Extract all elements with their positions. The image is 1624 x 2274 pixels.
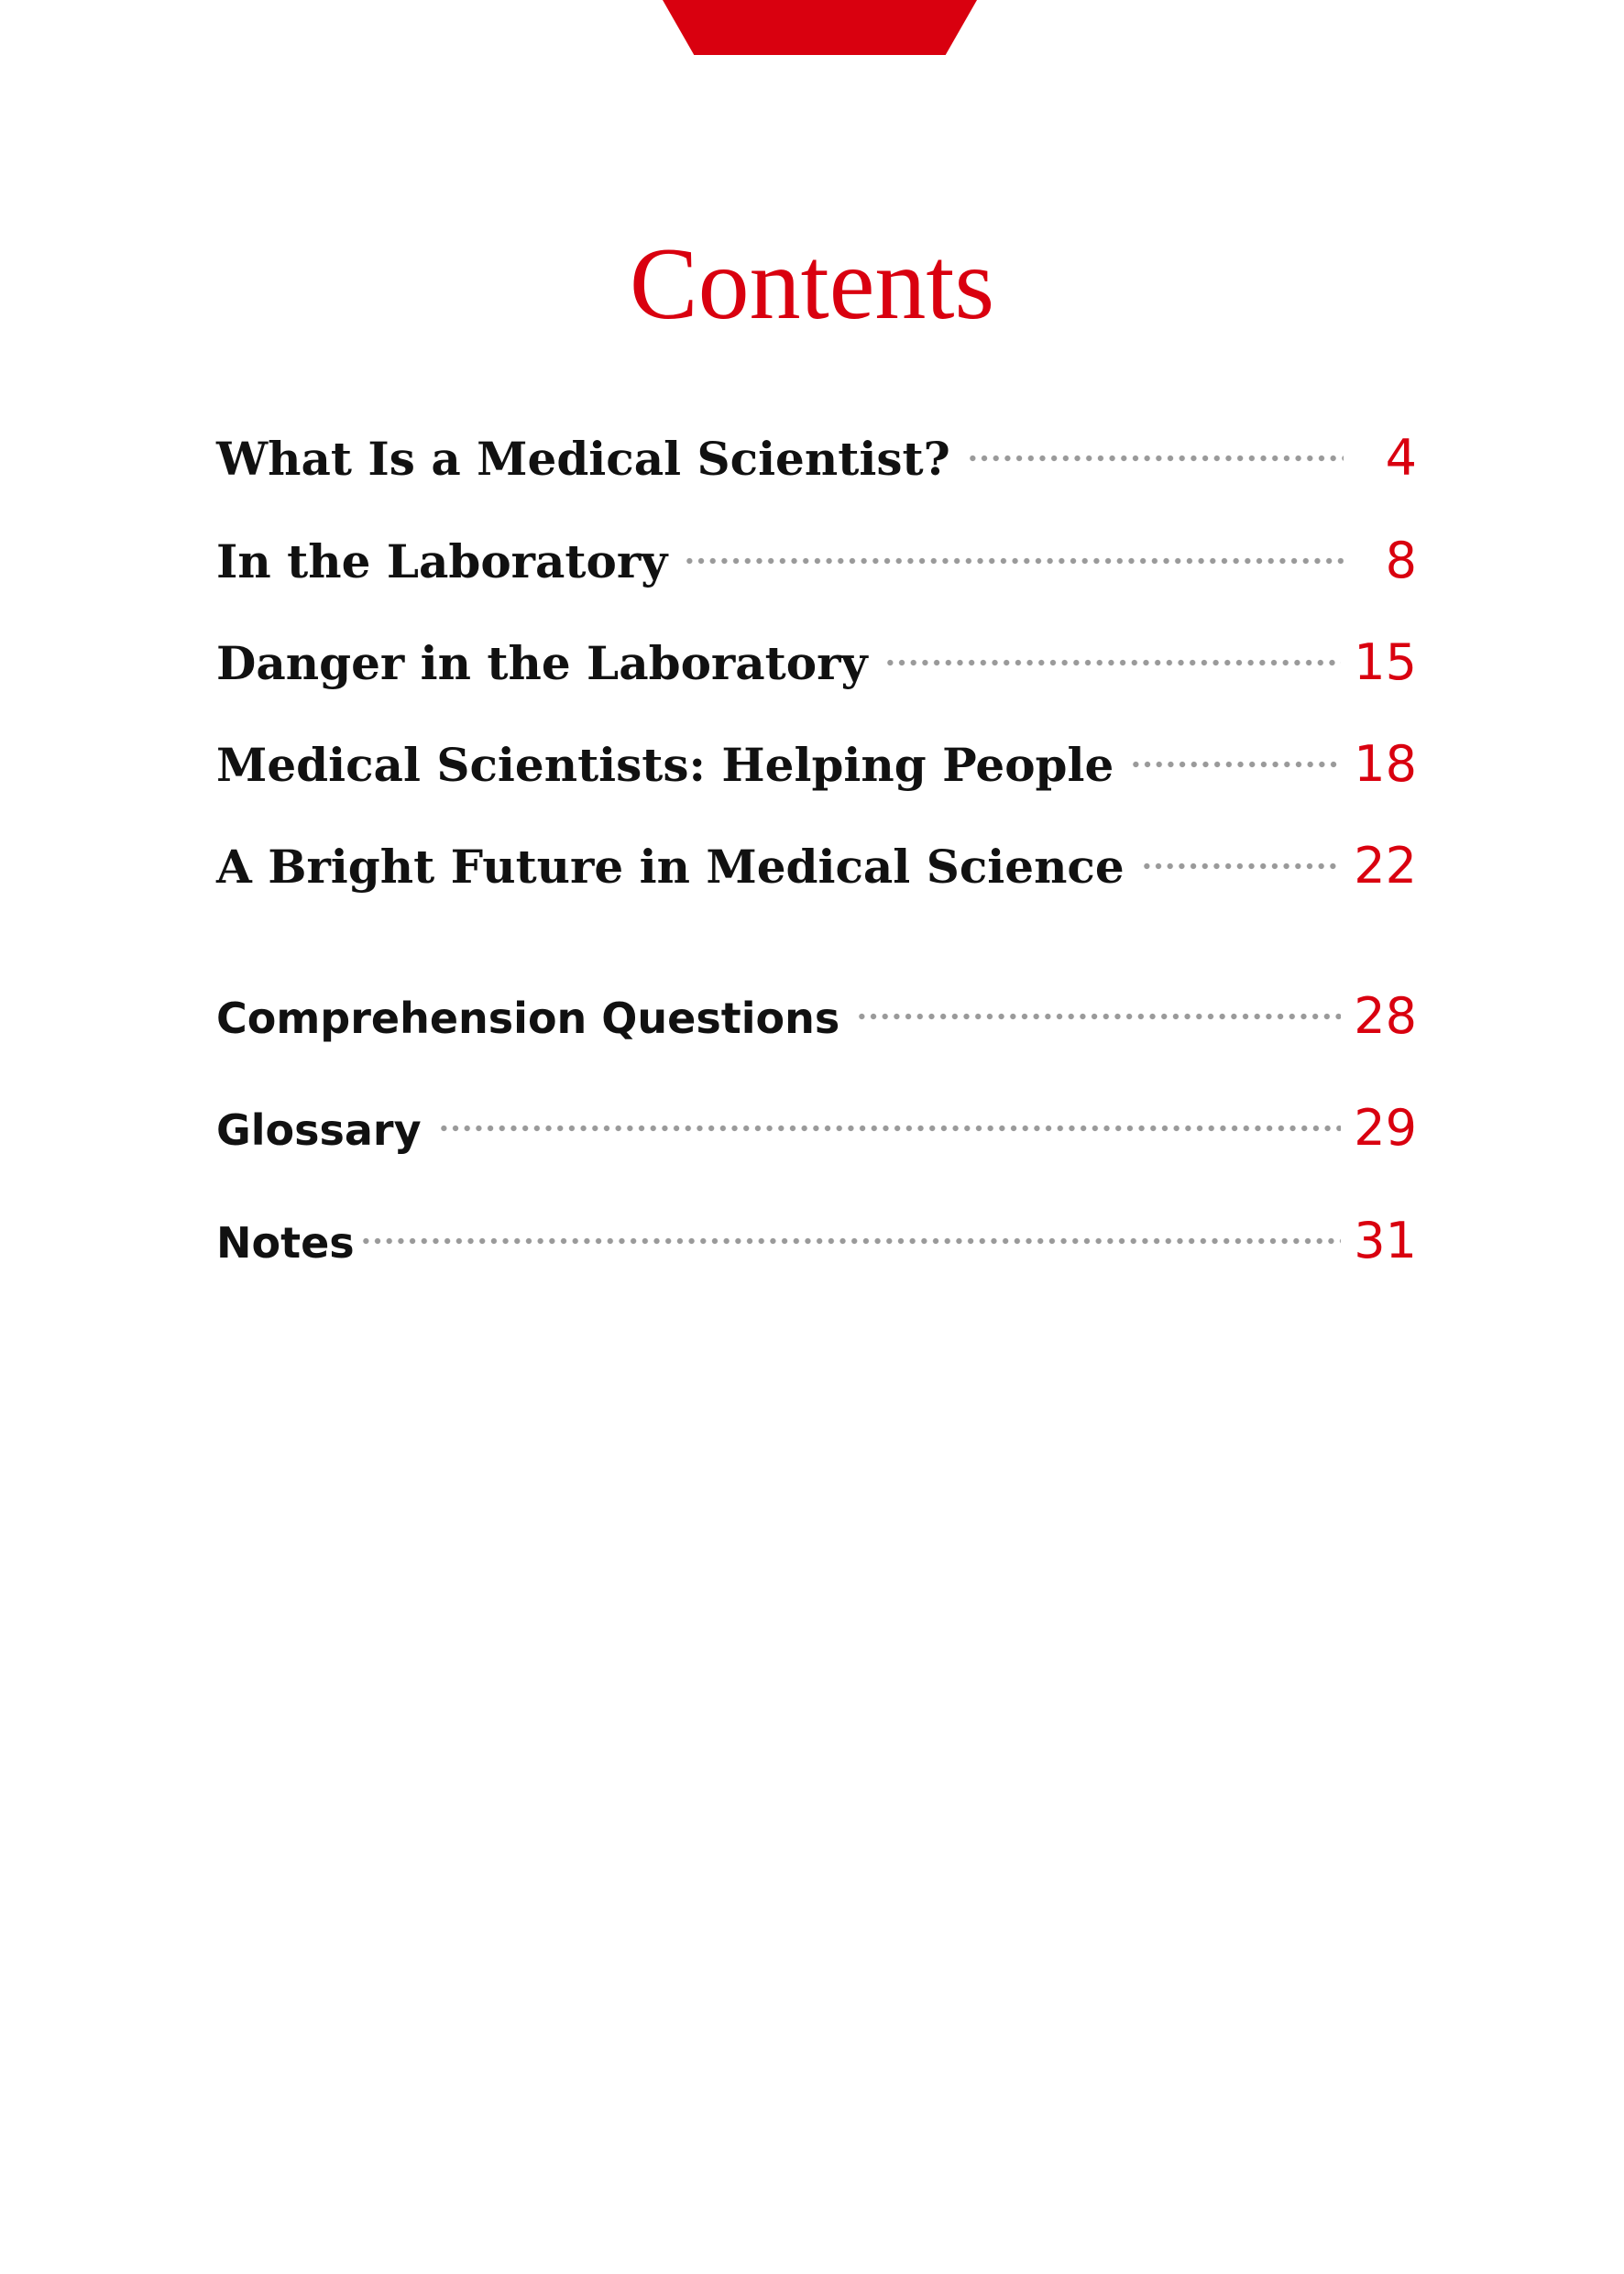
toc-entry-page: 18 <box>1354 735 1417 793</box>
toc-entry[interactable] <box>216 429 1417 487</box>
top-tab-decoration <box>663 0 977 55</box>
toc-entry-label: A Bright Future in Medical Science <box>216 840 1125 894</box>
toc-entry-page: 29 <box>1354 1099 1417 1157</box>
toc-entry-page: 4 <box>1385 429 1417 487</box>
dot-leader <box>884 659 1342 666</box>
toc-entry-label: Danger in the Laboratory <box>216 636 868 690</box>
toc-entry-label: Glossary <box>216 1105 422 1155</box>
toc-entry[interactable] <box>216 837 1417 895</box>
dot-leader <box>1141 862 1342 870</box>
toc-entry-page: 31 <box>1354 1212 1417 1269</box>
toc-entry-label: Medical Scientists: Helping People <box>216 738 1114 792</box>
toc-entry[interactable] <box>216 735 1417 793</box>
toc-entry-page: 15 <box>1354 633 1417 691</box>
toc-entry-label: What Is a Medical Scientist? <box>216 432 950 486</box>
dot-leader <box>360 1237 1342 1245</box>
dot-leader <box>856 1013 1341 1020</box>
dot-leader <box>1130 761 1341 768</box>
toc-entry-label: In the Laboratory <box>216 534 668 588</box>
toc-entry-page: 28 <box>1354 987 1417 1045</box>
toc-entry-page: 8 <box>1385 532 1417 589</box>
dot-leader <box>438 1125 1342 1132</box>
dot-leader <box>967 455 1344 462</box>
page-title: Contents <box>629 227 995 341</box>
toc-entry[interactable] <box>216 1099 1417 1157</box>
dot-leader <box>684 557 1344 565</box>
toc-entry-page: 22 <box>1354 837 1417 895</box>
toc-entry-label: Notes <box>216 1218 355 1268</box>
toc-entry[interactable] <box>216 532 1417 589</box>
toc-entry[interactable] <box>216 987 1417 1045</box>
toc-entry[interactable] <box>216 633 1417 691</box>
toc-entry-label: Comprehension Questions <box>216 994 840 1043</box>
toc-entry[interactable] <box>216 1212 1417 1269</box>
